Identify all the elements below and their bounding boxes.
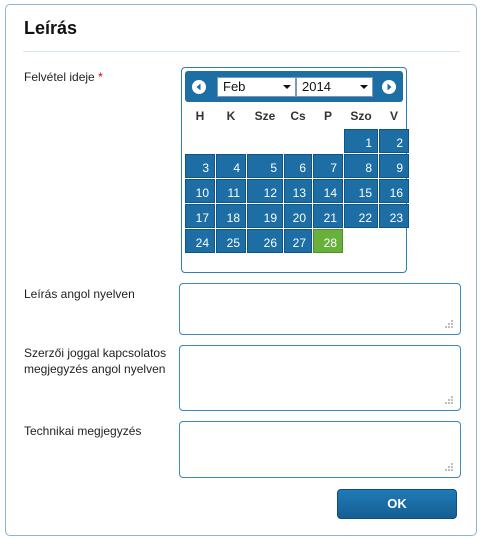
day-cell[interactable]: 24 [185, 229, 215, 253]
prev-month-icon[interactable] [192, 80, 206, 94]
calendar-grid [185, 104, 409, 253]
day-cell[interactable]: 20 [284, 204, 312, 228]
day-cell[interactable]: 18 [216, 204, 246, 228]
day-cell[interactable]: 15 [344, 179, 378, 203]
empty-day-cell [247, 129, 283, 153]
technical-note-label: Technikai megjegyzés [24, 424, 142, 438]
empty-day-cell [313, 129, 343, 153]
day-cell[interactable]: 12 [247, 179, 283, 203]
day-cell[interactable]: 2 [379, 129, 409, 153]
day-cell[interactable]: 13 [284, 179, 312, 203]
day-cell[interactable]: 3 [185, 154, 215, 178]
weekday-header: V [389, 109, 398, 123]
year-select[interactable] [296, 77, 373, 97]
capture-date-label [24, 69, 103, 85]
day-cell[interactable]: 22 [344, 204, 378, 228]
day-cell[interactable]: 7 [313, 154, 343, 178]
day-cell[interactable]: 19 [247, 204, 283, 228]
dialog-title: Leírás [24, 18, 78, 38]
day-cell[interactable]: 6 [284, 154, 312, 178]
day-cell[interactable]: 9 [379, 154, 409, 178]
day-cell[interactable]: 25 [216, 229, 246, 253]
day-cell[interactable]: 14 [313, 179, 343, 203]
description-en-label: Leírás angol nyelven [24, 287, 135, 301]
selected-day-cell[interactable]: 28 [313, 229, 343, 253]
resize-grip-icon[interactable] [444, 462, 454, 472]
copyright-note-label: Szerzői joggal kapcsolatos megjegyzés angol nyelven [24, 346, 167, 376]
day-cell[interactable]: 8 [344, 154, 378, 178]
weekday-header: H [195, 109, 205, 123]
resize-grip-icon[interactable] [444, 319, 454, 329]
title-divider [23, 51, 460, 52]
day-cell[interactable]: 26 [247, 229, 283, 253]
weekday-header: Sze [254, 109, 276, 123]
weekday-header: K [226, 109, 236, 123]
chevron-down-icon [283, 85, 291, 89]
day-cell[interactable]: 1 [344, 129, 378, 153]
copyright-note-textarea[interactable] [179, 345, 461, 411]
empty-day-cell [284, 129, 312, 153]
description-en-textarea[interactable] [179, 283, 461, 335]
technical-note-textarea[interactable] [179, 421, 461, 478]
next-month-icon[interactable] [382, 80, 396, 94]
day-cell[interactable]: 11 [216, 179, 246, 203]
empty-day-cell [216, 129, 246, 153]
day-cell[interactable]: 4 [216, 154, 246, 178]
date-picker [181, 67, 407, 273]
chevron-down-icon [360, 85, 368, 89]
empty-day-cell [185, 129, 215, 153]
weekday-header: P [323, 109, 332, 123]
weekday-header: Szo [350, 109, 372, 123]
day-cell[interactable]: 27 [284, 229, 312, 253]
day-cell[interactable]: 10 [185, 179, 215, 203]
day-cell[interactable]: 21 [313, 204, 343, 228]
weekday-header: Cs [290, 109, 306, 123]
date-picker-header [185, 71, 403, 102]
day-cell[interactable]: 5 [247, 154, 283, 178]
day-cell[interactable]: 23 [379, 204, 409, 228]
ok-button[interactable]: OK [337, 489, 457, 519]
month-select-value: Feb [223, 79, 246, 94]
description-dialog [5, 4, 477, 536]
day-cell[interactable]: 17 [185, 204, 215, 228]
required-marker: * [98, 70, 103, 84]
year-select-value: 2014 [302, 79, 331, 94]
day-cell[interactable]: 16 [379, 179, 409, 203]
capture-date-label-text: Felvétel ideje [24, 70, 95, 84]
resize-grip-icon[interactable] [444, 395, 454, 405]
month-select[interactable] [217, 77, 296, 97]
